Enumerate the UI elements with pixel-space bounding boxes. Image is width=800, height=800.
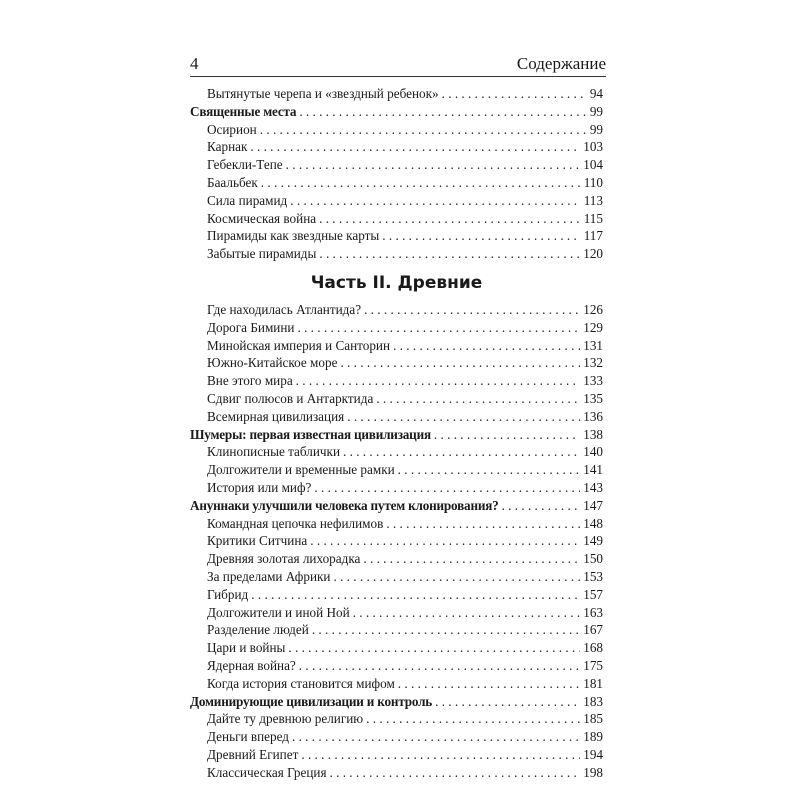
toc-entry: [190, 156, 603, 174]
toc-entry: [190, 337, 603, 355]
toc-entry-page: 103: [583, 139, 603, 155]
toc-entry: [190, 550, 603, 568]
toc-entry-label: Разделение людей: [207, 622, 309, 638]
toc-entry-label: Древний Египет: [207, 746, 299, 762]
dot-leader: [398, 675, 580, 693]
toc-entry-page: 126: [583, 301, 603, 317]
toc-entry-page: 198: [583, 764, 603, 780]
toc-entry: [190, 657, 603, 675]
toc-entry: [190, 710, 603, 728]
toc-entry-page: 189: [583, 729, 603, 745]
dot-leader: [297, 319, 580, 337]
toc-entry-page: 99: [589, 121, 603, 137]
toc-entry: [190, 532, 603, 550]
toc-entry: [190, 604, 603, 622]
toc-entry-label: Где находилась Атлантида?: [207, 301, 362, 317]
toc-entry: [190, 675, 603, 693]
dot-leader: [319, 210, 581, 228]
dot-leader: [353, 604, 581, 622]
dot-leader: [393, 337, 580, 355]
toc-entry-label: Вне этого мира: [207, 373, 293, 389]
toc-entry: [190, 515, 603, 533]
page-header: [190, 48, 606, 74]
toc-entry-page: 133: [583, 373, 603, 389]
toc-entry-page: 153: [583, 568, 603, 584]
toc-entry-page: 185: [583, 711, 603, 727]
dot-leader: [312, 621, 580, 639]
header-rule: [190, 76, 606, 77]
toc-entry: [190, 372, 603, 390]
toc-entry-page: 131: [583, 337, 603, 353]
toc-entry: [190, 568, 603, 586]
toc-entry-label: Ануннаки улучшили человека путем клонирования?: [190, 497, 499, 513]
toc-entry-label: Когда история становится мифом: [207, 675, 395, 691]
dot-leader: [364, 301, 580, 319]
toc-entry-page: 157: [583, 586, 603, 602]
page-number: 4: [190, 54, 199, 73]
toc-entry-page: 149: [583, 533, 603, 549]
toc-entry: [190, 319, 603, 337]
toc-entry-page: 143: [583, 479, 603, 495]
toc-entry-page: 141: [583, 462, 603, 478]
toc-entry-label: Доминирующие цивилизации и контроль: [190, 693, 433, 709]
dot-leader: [376, 390, 580, 408]
toc-entry-page: 194: [583, 746, 603, 762]
toc-entry-page: 136: [583, 408, 603, 424]
toc-entry-page: 110: [583, 174, 603, 190]
toc-entry-label: Вытянутые черепа и «звездный ребенок»: [207, 86, 439, 101]
toc-entry-label: Сдвиг полюсов и Антарктида: [207, 390, 374, 406]
dot-leader: [310, 532, 580, 550]
dot-leader: [288, 639, 580, 657]
dot-leader: [366, 710, 580, 728]
toc-entry: [190, 461, 603, 479]
toc-entry-label: Осирион: [207, 121, 257, 137]
dot-leader: [435, 693, 580, 711]
toc-entry: [190, 227, 603, 245]
toc-entry-page: 150: [583, 551, 603, 567]
toc-part1-continued: [190, 85, 603, 263]
dot-leader: [330, 764, 581, 782]
toc-entry: [190, 354, 603, 372]
toc-entry-label: Священные места: [190, 103, 297, 119]
dot-leader: [434, 426, 580, 444]
toc-entry-page: 163: [583, 604, 603, 620]
toc-entry-page: 132: [583, 355, 603, 371]
toc-entry: [190, 192, 603, 210]
dot-leader: [398, 461, 581, 479]
toc-entry-label: История или миф?: [207, 479, 312, 495]
toc-entry-label: Шумеры: первая известная цивилизация: [190, 426, 431, 442]
toc-entry: [190, 174, 603, 192]
toc-entry-page: 115: [583, 210, 603, 226]
toc-entry-page: 129: [583, 319, 603, 335]
toc-entry: [190, 301, 603, 319]
toc-entry: [190, 210, 603, 228]
toc-section-entry: [190, 426, 603, 444]
toc-entry-page: 181: [583, 675, 603, 691]
dot-leader: [442, 85, 587, 103]
toc-entry-page: 148: [583, 515, 603, 531]
toc-entry: [190, 728, 603, 746]
dot-leader: [340, 354, 580, 372]
toc-entry-page: 94: [589, 86, 603, 101]
toc-entry-label: Классическая Греция: [207, 764, 327, 780]
toc-entry-label: Всемирная цивилизация: [207, 408, 345, 424]
toc-entry-page: 140: [583, 444, 603, 460]
toc-entry: [190, 639, 603, 657]
toc-entry-label: Дайте ту древнюю религию: [207, 711, 364, 727]
toc-entry: [190, 85, 603, 103]
toc-entry-page: 167: [583, 622, 603, 638]
toc-section-entry: [190, 497, 603, 515]
dot-leader: [261, 174, 581, 192]
toc-entry-label: Гибрид: [207, 586, 249, 602]
toc-entry-label: Долгожители и временные рамки: [207, 462, 395, 478]
toc-entry-label: Командная цепочка нефилимов: [207, 515, 384, 531]
toc-entry: [190, 138, 603, 156]
toc-entry: [190, 408, 603, 426]
toc-entry-label: Пирамиды как звездные карты: [207, 228, 380, 244]
toc-entry-page: 168: [583, 640, 603, 656]
toc-entry-page: 183: [583, 693, 603, 709]
dot-leader: [382, 227, 580, 245]
toc-entry-label: Деньги вперед: [207, 729, 289, 745]
dot-leader: [299, 657, 580, 675]
toc-entry-label: Ядерная война?: [207, 657, 296, 673]
toc-section-entry: [190, 103, 603, 121]
toc-entry: [190, 121, 603, 139]
table-of-contents: [190, 85, 603, 781]
toc-entry-label: Минойская империя и Санторин: [207, 337, 391, 353]
dot-leader: [333, 568, 580, 586]
dot-leader: [260, 121, 587, 139]
dot-leader: [292, 728, 580, 746]
dot-leader: [347, 408, 580, 426]
toc-entry-label: Критики Ситчина: [207, 533, 308, 549]
dot-leader: [290, 192, 580, 210]
running-title: Содержание: [516, 54, 606, 73]
dot-leader: [286, 156, 581, 174]
toc-entry-label: За пределами Африки: [207, 568, 331, 584]
toc-entry-page: 138: [583, 426, 603, 442]
toc-entry: [190, 479, 603, 497]
part-title: Часть II. Древние: [310, 272, 483, 293]
toc-entry-label: Южно-Китайское море: [207, 355, 338, 371]
toc-section-entry: [190, 693, 603, 711]
toc-entry-label: Древняя золотая лихорадка: [207, 551, 361, 567]
toc-entry-page: 117: [583, 228, 603, 244]
toc-entry: [190, 586, 603, 604]
toc-entry-label: Долгожители и иной Ной: [207, 604, 350, 620]
dot-leader: [363, 550, 580, 568]
toc-entry-label: Сила пирамид: [207, 192, 288, 208]
toc-entry-page: 113: [583, 192, 603, 208]
dot-leader: [314, 479, 580, 497]
toc-entry-label: Гебекли-Тепе: [207, 157, 283, 173]
toc-entry-page: 135: [583, 390, 603, 406]
toc-entry-label: Дорога Бимини: [207, 319, 295, 335]
toc-entry-label: Забытые пирамиды: [207, 246, 317, 262]
dot-leader: [502, 497, 581, 515]
toc-entry-label: Клинописные таблички: [207, 444, 341, 460]
toc-entry-label: Цари и войны: [207, 640, 286, 656]
toc-entry-label: Космическая война: [207, 210, 317, 226]
toc-part2: [190, 301, 603, 782]
toc-entry-page: 147: [583, 497, 603, 513]
dot-leader: [250, 138, 580, 156]
toc-entry: [190, 764, 603, 782]
dot-leader: [251, 586, 580, 604]
toc-entry: [190, 245, 603, 263]
toc-entry: [190, 746, 603, 764]
dot-leader: [386, 515, 580, 533]
toc-entry-page: 104: [583, 157, 603, 173]
toc-entry: [190, 621, 603, 639]
dot-leader: [301, 746, 580, 764]
dot-leader: [319, 245, 580, 263]
toc-entry-page: 99: [589, 103, 603, 119]
toc-entry: [190, 390, 603, 408]
toc-entry: [190, 443, 603, 461]
toc-entry-label: Карнак: [207, 139, 248, 155]
dot-leader: [343, 443, 580, 461]
dot-leader: [299, 103, 586, 121]
toc-entry-page: 120: [583, 246, 603, 262]
dot-leader: [296, 372, 581, 390]
toc-entry-page: 175: [583, 657, 603, 673]
toc-entry-label: Баальбек: [207, 174, 258, 190]
